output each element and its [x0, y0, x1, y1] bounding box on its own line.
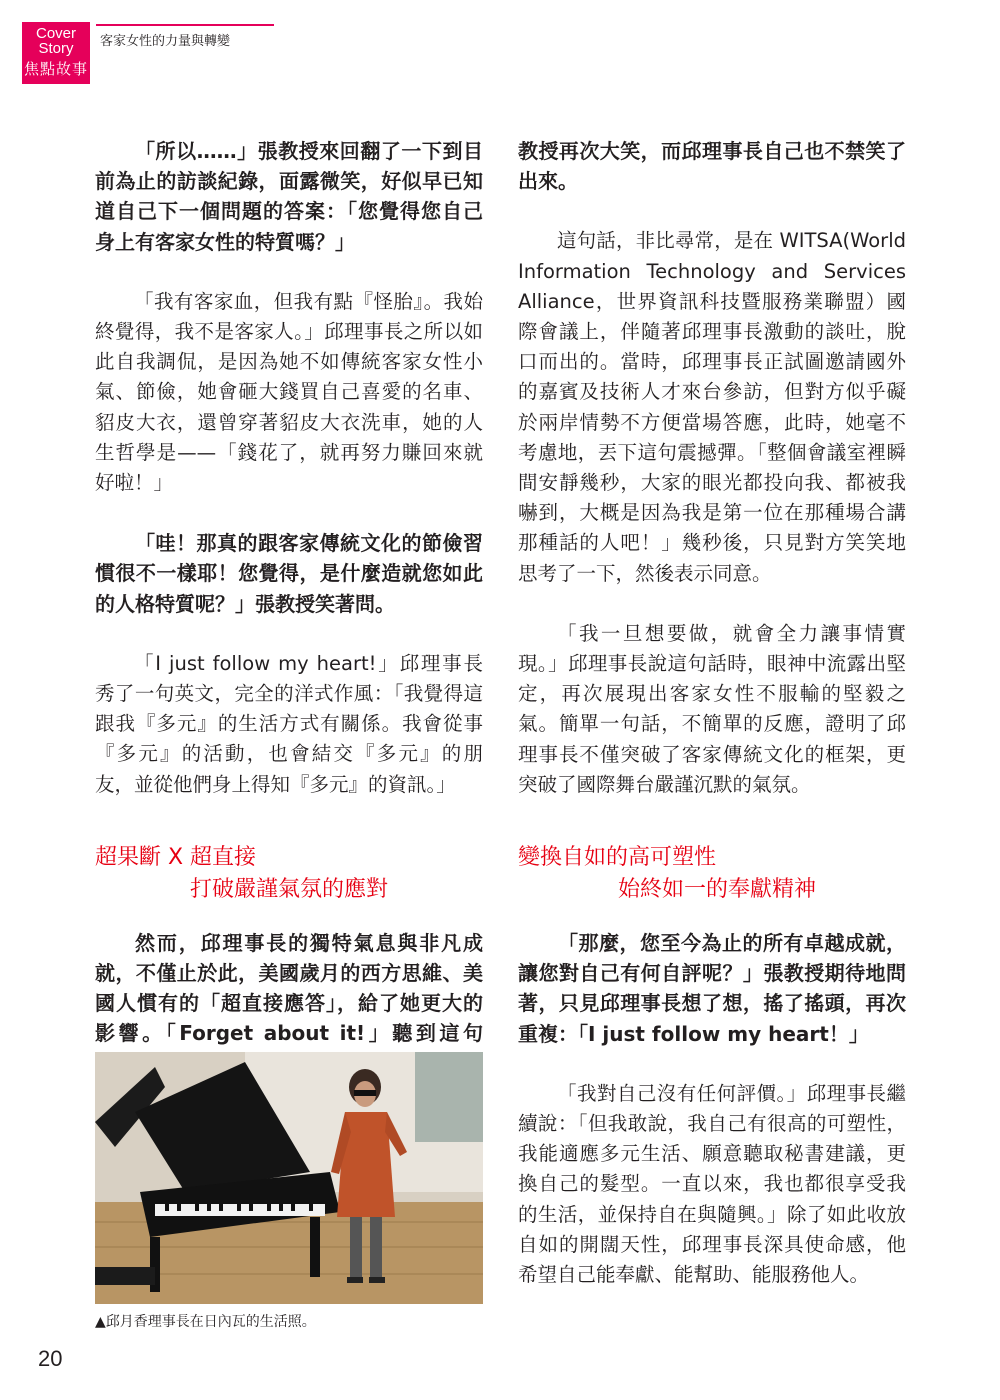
right-paragraph-3: 「我一旦想要做，就會全力讓事情實現。」邱理事長說這句話時，眼神中流露出堅定，再次展現出客家女性不服輸的堅毅之氣。簡單一句話，不簡單的反應，證明了邱理事長不僅突破了客家傳統文化的框架，更突破了國際舞台嚴謹沉默的氣氛。: [518, 621, 906, 796]
right-section-heading: [518, 842, 906, 906]
right-paragraph-1: 教授再次大笑，而邱理事長自己也不禁笑了出來。: [518, 139, 906, 194]
left-paragraph-3: 「哇！那真的跟客家傳統文化的節儉習慣很不一樣耶！您覺得，是什麼造就您如此的人格特質呢？」張教授笑著問。: [95, 531, 483, 616]
left-paragraph-5: 然而，邱理事長的獨特氣息與非凡成就，不僅止於此，美國歲月的西方思維、美國人慣有的「超直接應答」，給了她更大的影響。「Forget about it!」聽到這句: [95, 930, 483, 1046]
right-heading-line-1: 變換自如的高可塑性: [518, 845, 717, 871]
badge-line-story: Story: [38, 40, 74, 57]
running-title: 客家女性的力量與轉變: [100, 34, 231, 49]
left-paragraph-2: 「我有客家血，但我有點『怪胎』。我始終覺得，我不是客家人。」邱理事長之所以如此自我調侃，是因為她不如傳統客家女性小氣、節儉，她會砸大錢買自己喜愛的名車、貂皮大衣，還曾穿著貂皮大衣洗車，她的人生哲學是——「錢花了，就再努力賺回來就好啦！」: [95, 289, 483, 495]
right-heading-line-2: 始終如一的奉獻精神: [617, 877, 816, 903]
badge-line-section: 焦點故事: [23, 61, 88, 78]
header-rule: [96, 24, 274, 26]
left-heading-line-1: 超果斷 X 超直接: [95, 844, 257, 870]
cover-story-badge: [22, 22, 90, 84]
piano-photo: [95, 1052, 483, 1304]
right-paragraph-4: 「那麼，您至今為止的所有卓越成就，讓您對自己有何自評呢？」張教授期待地問著，只見邱理事長想了想，搖了搖頭，再次重複：「I just follow my heart！」: [518, 931, 906, 1046]
right-paragraph-5: 「我對自己沒有任何評價。」邱理事長繼續說：「但我敢說，我自己有很高的可塑性，我能適應多元生活、願意聽取秘書建議，更換自己的髮型。一直以來，我也都很享受我的生活，並保持自在與隨興。」除了如此收放自如的開闊天性，邱理事長深具使命感，他希望自己能奉獻、能幫助、能服務他人。: [518, 1081, 906, 1287]
piano-photo-illustration: [95, 1052, 483, 1304]
left-section-heading: [95, 842, 483, 906]
page-number: 20: [38, 1346, 63, 1371]
badge-line-cover: Cover: [35, 25, 76, 42]
left-paragraph-1: 「所以……」張教授來回翻了一下到目前為止的訪談紀錄，面露微笑，好似早已知道自己下一個問題的答案：「您覺得您自己身上有客家女性的特質嗎？」: [95, 139, 483, 254]
right-column: [518, 136, 906, 1290]
photo-caption: ▲邱月香理事長在日內瓦的生活照。: [95, 1314, 316, 1330]
left-heading-line-2: 打破嚴謹氣氛的應對: [189, 876, 388, 902]
left-paragraph-4: 「I just follow my heart!」邱理事長秀了一句英文，完全的洋式作風：「我覺得這跟我『多元』的生活方式有關係。我會從事『多元』的活動，也會結交『多元』的朋友，並從他們身上得知『多元』的資訊。」: [95, 651, 483, 796]
right-paragraph-2: 這句話，非比尋常，是在 WITSA(World Information Technology and Services Alliance，世界資訊科技暨服務業聯盟）國際會議上，伴隨著邱理事長激動的談吐，脫口而出的。當時，邱理事長正試圖邀請國外的嘉賓及技術人才來台參訪，但對方似乎礙於兩岸情勢不方便當場答應，此時，她毫不考慮地，丟下這句震撼彈。「整個會議室裡瞬間安靜幾秒，大家的眼光都投向我、都被我嚇到，大概是因為我是第一位在那種場合講那種話的人吧！」幾秒後，只見對方笑笑地思考了一下，然後表示同意。: [518, 229, 906, 585]
left-column: [95, 136, 483, 1079]
